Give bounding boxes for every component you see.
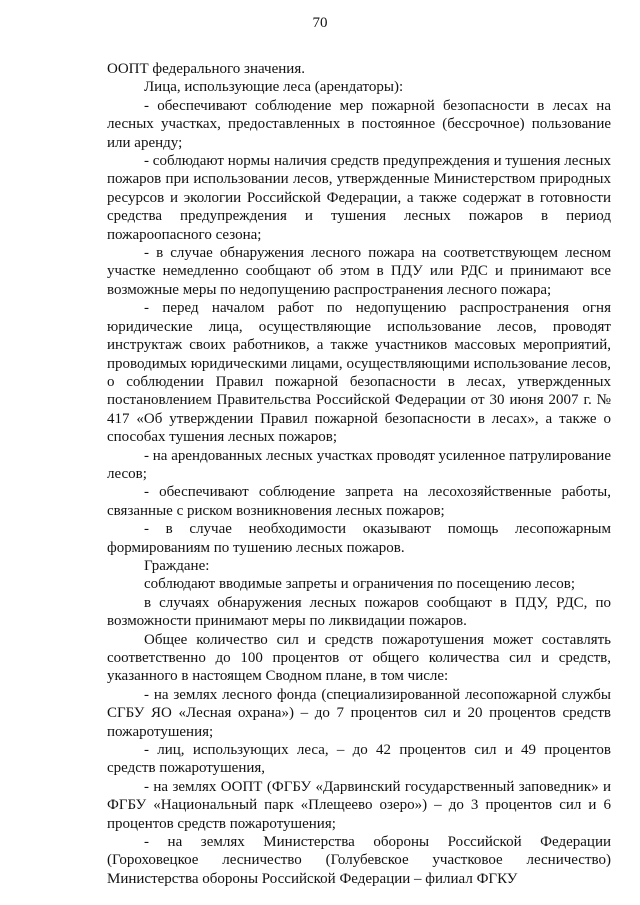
- paragraph: Лица, использующие леса (арендаторы):: [144, 79, 404, 96]
- paragraph: Общее количество сил и средств пожаротушения может составлять соответственно до 100 процентов от общего количества сил и средств, указанного в настоящем Сводном плане, в том числе:: [107, 631, 611, 685]
- paragraph: Граждане:: [144, 557, 210, 574]
- paragraph: - соблюдают нормы наличия средств предупреждения и тушения лесных пожаров при использовании лесов, утвержденные Министерством природных ресурсов и экологии Российской Федерации, а также содержат в готовности средства предупреждения и тушения лесных пожаров в период пожароопасного сезона;: [107, 153, 611, 243]
- paragraph: - на землях Министерства обороны Российской Федерации (Гороховецкое лесничество (Голубевское участковое лесничество) Министерства обороны Российской Федерации – филиал ФГКУ: [107, 834, 611, 887]
- paragraph: соблюдают вводимые запреты и ограничения по посещению лесов;: [144, 576, 576, 593]
- paragraph: - в случае обнаружения лесного пожара на соответствующем лесном участке немедленно сообщают об этом в ПДУ или РДС и принимают все возможные меры по недопущению распространения лесного пожара;: [107, 245, 611, 298]
- paragraph: - перед началом работ по недопущению распространения огня юридические лица, осуществляющие использование лесов, проводят инструктаж своих работников, а также участников массовых мероприятий, проводимых юридическими лицами, осуществляющими использование лесов, о соблюдении Правил пожарной безопасности в лесах, утвержденных постановлением Правительства Российской Федерации от 30 июня 2007 г. № 417 «Об утверждении Правил пожарной безопасности в лесах», а также о способах тушения лесных пожаров;: [107, 300, 611, 446]
- paragraph: - на землях лесного фонда (специализированной лесопожарной службы СГБУ ЯО «Лесная охрана») – до 7 процентов сил и 20 процентов средств пожаротушения;: [107, 686, 611, 740]
- paragraph: - обеспечивают соблюдение запрета на лесохозяйственные работы, связанные с риском возникновения лесных пожаров;: [107, 484, 611, 519]
- document-body: [107, 60, 611, 888]
- paragraph: - в случае необходимости оказывают помощь лесопожарным формированиям по тушению лесных пожаров.: [107, 521, 611, 556]
- paragraph: ООПТ федерального значения.: [107, 61, 305, 77]
- paragraph: - на арендованных лесных участках проводят усиленное патрулирование лесов;: [107, 447, 611, 482]
- paragraph: в случаях обнаружения лесных пожаров сообщают в ПДУ, РДС, по возможности принимают меры по ликвидации пожаров.: [107, 594, 611, 630]
- paragraph: - лиц, использующих леса, – до 42 процентов сил и 49 процентов средств пожаротушения,: [107, 742, 611, 777]
- page-number: 70: [312, 15, 328, 31]
- paragraph: - на землях ООПТ (ФГБУ «Дарвинский государственный заповедник» и ФГБУ «Национальный парк «Плещеево озеро») – до 3 процентов сил и 6 процентов средств пожаротушения;: [107, 778, 611, 832]
- paragraph: - обеспечивают соблюдение мер пожарной безопасности в лесах на лесных участках, предоставленных в постоянное (бессрочное) пользование или аренду;: [107, 97, 611, 151]
